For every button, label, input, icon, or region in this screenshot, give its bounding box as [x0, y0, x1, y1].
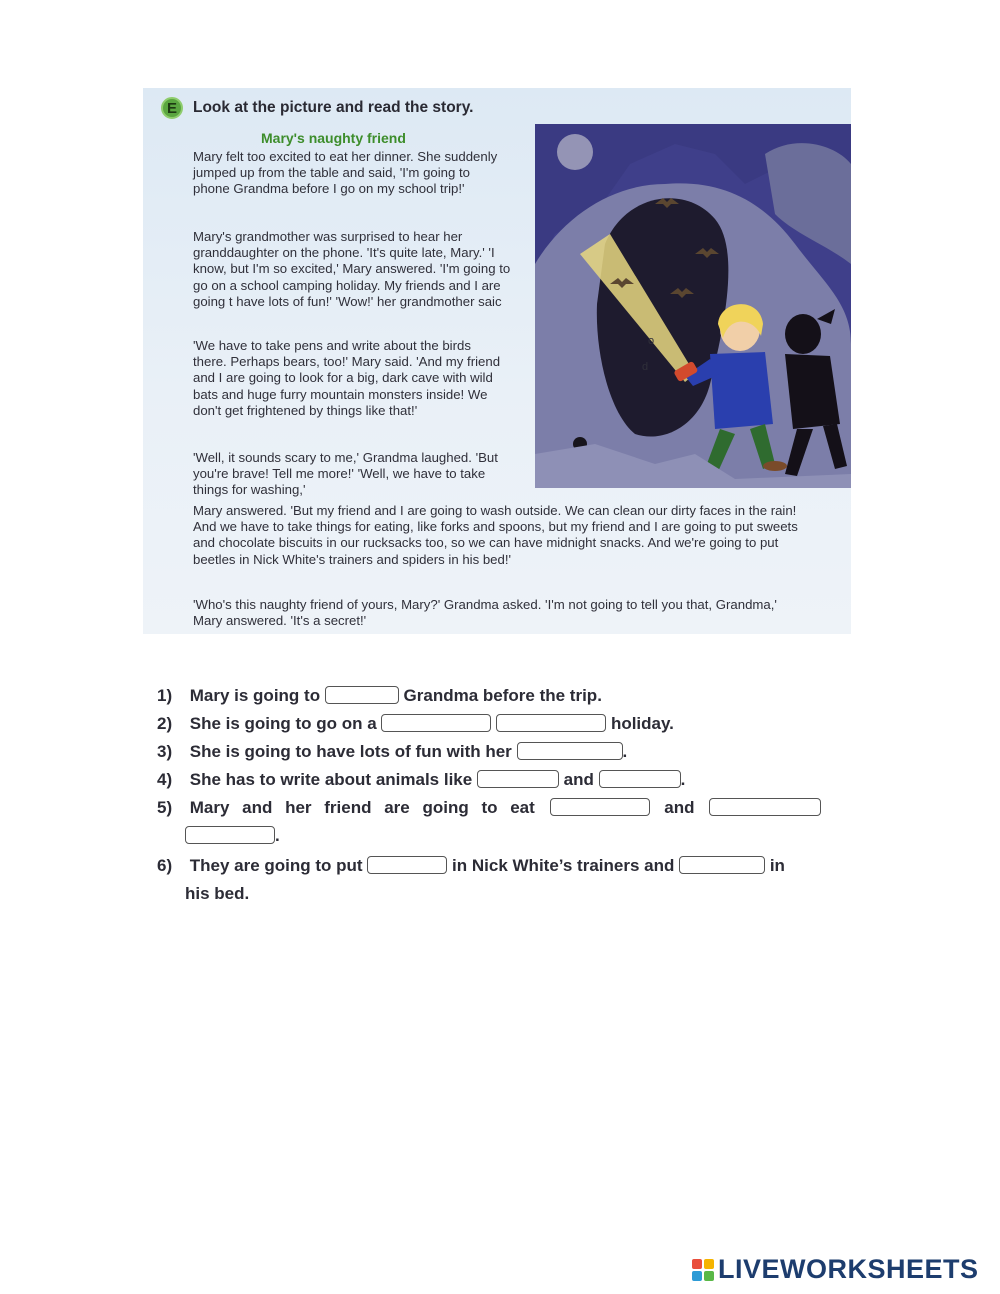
- answer-input[interactable]: [325, 686, 399, 704]
- question-text: in Nick White’s trainers and: [452, 856, 675, 875]
- question-5-continued: [185, 826, 875, 846]
- question-number: 1): [157, 686, 173, 705]
- logo-text: LIVEWORKSHEETS: [718, 1254, 979, 1284]
- story-paragraph: Mary answered. 'But my friend and I are going to wash outside. We can clean our dirty faces in the rain! And we have to take things for eating, like forks and spoons, but my friend and I are going to put sweets and chocolate biscuits in our rucksacks too, so we can have midnight snacks. And we're going to put beetles in Nick White's trainers and spiders in his bed!': [193, 503, 798, 567]
- exercise-badge: E: [161, 97, 183, 119]
- story-panel: [143, 88, 851, 634]
- exercise-header: [161, 97, 473, 119]
- story-paragraph: Mary felt too excited to eat her dinner. She suddenly jumped up from the table and said, 'I'm going to phone Grandma before I go on my school trip!': [193, 149, 498, 197]
- logo-square: [692, 1259, 702, 1269]
- question-1: [157, 686, 847, 706]
- picture-mark: o: [648, 335, 655, 347]
- question-3: [157, 742, 847, 762]
- cave-illustration: [535, 124, 851, 488]
- logo-square: [704, 1259, 714, 1269]
- question-6: [157, 856, 847, 876]
- question-number: 3): [157, 742, 173, 761]
- logo-square: [692, 1271, 702, 1281]
- logo-square: [704, 1271, 714, 1281]
- question-text: his bed.: [185, 884, 250, 903]
- answer-input[interactable]: [550, 798, 650, 816]
- answer-input[interactable]: [679, 856, 765, 874]
- question-5: [157, 798, 847, 818]
- question-text: She is going to go on a: [189, 714, 377, 733]
- question-text: holiday.: [610, 714, 674, 733]
- answer-input[interactable]: [599, 770, 681, 788]
- question-number: 5): [157, 798, 173, 817]
- story-paragraph: 'Well, it sounds scary to me,' Grandma laughed. 'But you're brave! Tell me more!' 'Well, we have to take things for washing,': [193, 450, 498, 498]
- answer-input[interactable]: [367, 856, 447, 874]
- question-text: She is going to have lots of fun with her: [189, 742, 512, 761]
- answer-input[interactable]: [381, 714, 491, 732]
- answer-input[interactable]: [496, 714, 606, 732]
- logo-mark-icon: [692, 1259, 714, 1281]
- question-text: Mary is going to: [189, 686, 321, 705]
- question-4: [157, 770, 847, 790]
- question-text: .: [275, 826, 280, 845]
- story-paragraph: 'We have to take pens and write about the birds there. Perhaps bears, too!' Mary said. 'And my friend and I are going to look for a big, dark cave with wild bats and huge furry mountain monsters inside! We don't get frightened by things like that!': [193, 338, 501, 418]
- liveworksheets-logo[interactable]: [692, 1254, 979, 1285]
- answer-input[interactable]: [517, 742, 623, 760]
- question-text: .: [622, 742, 628, 761]
- answer-input[interactable]: [477, 770, 559, 788]
- question-text: They are going to put: [189, 856, 363, 875]
- question-number: 2): [157, 714, 173, 733]
- answer-input[interactable]: [709, 798, 821, 816]
- story-paragraph: Mary's grandmother was surprised to hear her granddaughter on the phone. 'It's quite late, Mary.' 'I know, but I'm so excited,' Mary answered. 'I'm going to go on a school camping holiday. My friends and I are going t have lots of fun!' 'Wow!' her grandmother saic: [193, 229, 511, 309]
- story-paragraph: 'Who's this naughty friend of yours, Mary?' Grandma asked. 'I'm not going to tell you that, Grandma,' Mary answered. 'It's a secret!': [193, 597, 777, 629]
- instruction: Look at the picture and read the story.: [193, 99, 474, 116]
- question-text: and: [563, 770, 594, 789]
- answer-input[interactable]: [185, 826, 275, 844]
- story-title: Mary's naughty friend: [261, 130, 406, 146]
- question-text: .: [680, 770, 686, 789]
- question-number: 4): [157, 770, 173, 789]
- question-text: Mary and her friend are going to eat: [189, 798, 535, 817]
- question-6-continued: [185, 884, 875, 904]
- question-number: 6): [157, 856, 173, 875]
- question-text: in: [769, 856, 785, 875]
- question-text: and: [664, 798, 695, 817]
- question-2: [157, 714, 847, 734]
- question-text: Grandma before the trip.: [403, 686, 602, 705]
- question-text: She has to write about animals like: [189, 770, 473, 789]
- picture-mark: d: [642, 361, 649, 373]
